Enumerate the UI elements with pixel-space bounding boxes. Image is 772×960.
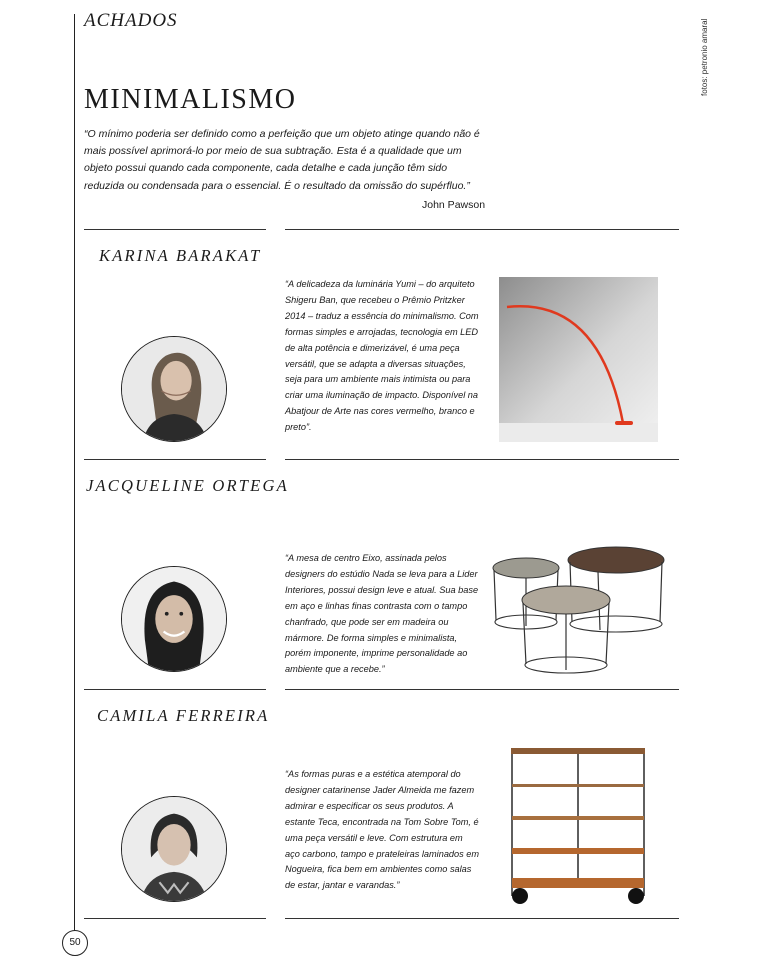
portrait-illustration bbox=[122, 567, 226, 671]
portrait-illustration bbox=[122, 337, 226, 441]
product-image-bookshelf bbox=[508, 746, 648, 906]
contributor-quote: “As formas puras e a estética atemporal do designer catarinense Jader Almeida me fazem admirar e especificar os seus produtos. A estante Teca, encontrada na Tom Sobre Tom, é uma peça versátil e leve. Com estrutura em aço carbono, tampo e prateleiras laminados em Nogueira, fica bem em ambientes como salas de estar, jantar e varandas.” bbox=[285, 769, 480, 891]
photo-credit-text: fotos: petronio amaral bbox=[700, 18, 709, 96]
page-number: 50 bbox=[62, 930, 88, 956]
intro-quote: “O mínimo poderia ser definido como a perfeição que um objeto atinge quando não é mais possível aprimorá-lo por meio de sua subtração. Esta é a qualidade que um objeto possui quando cada componente, cada detalhe e cada junção têm sido reduzida ou condensada para o essencial. É o resultado da omissão do supérfluo.” bbox=[84, 128, 480, 192]
margin-vertical-rule bbox=[74, 14, 75, 932]
divider bbox=[285, 689, 679, 690]
section-tag: ACHADOS bbox=[84, 10, 178, 31]
divider bbox=[84, 689, 266, 690]
avatar bbox=[121, 796, 227, 902]
contributor-name: CAMILA FERREIRA bbox=[97, 706, 270, 725]
divider bbox=[84, 918, 266, 919]
contributor-quote: “A delicadeza da luminária Yumi – do arquiteto Shigeru Ban, que recebeu o Prêmio Pritzker 2014 – traduz a essência do minimalismo. Com formas simples e arrojadas, tecnologia em LED de alta potência e dimerizável, é uma peça versátil, que se adapta a diversas situações, seja para um ambiente mais intimista ou para criar uma iluminação de impacto. Disponível na Abatjour de Arte nas cores vermelho, branco e preto”. bbox=[285, 279, 479, 433]
photo-credit bbox=[690, 10, 709, 100]
divider bbox=[84, 229, 266, 230]
divider bbox=[285, 229, 679, 230]
contributor-name: KARINA BARAKAT bbox=[99, 246, 262, 265]
divider bbox=[285, 918, 679, 919]
product-image-tables bbox=[488, 540, 670, 675]
contributor-quote: “A mesa de centro Eixo, assinada pelos designers do estúdio Nada se leva para a Lider Interiores, possui design leve e atual. Sua base em aço e linhas finas contrasta com o tampo chanfrado, que pode ser em madeira ou mármore. De forma simples e minimalista, porém imponente, imprime personalidade ao ambiente que a recebe.” bbox=[285, 553, 479, 675]
avatar bbox=[121, 566, 227, 672]
product-image-lamp bbox=[499, 277, 658, 442]
page-title: MINIMALISMO bbox=[84, 84, 297, 115]
portrait-illustration bbox=[122, 797, 226, 901]
contributor-name: JACQUELINE ORTEGA bbox=[86, 476, 289, 495]
avatar bbox=[121, 336, 227, 442]
divider bbox=[285, 459, 679, 460]
divider bbox=[84, 459, 266, 460]
intro-author: John Pawson bbox=[422, 199, 486, 211]
